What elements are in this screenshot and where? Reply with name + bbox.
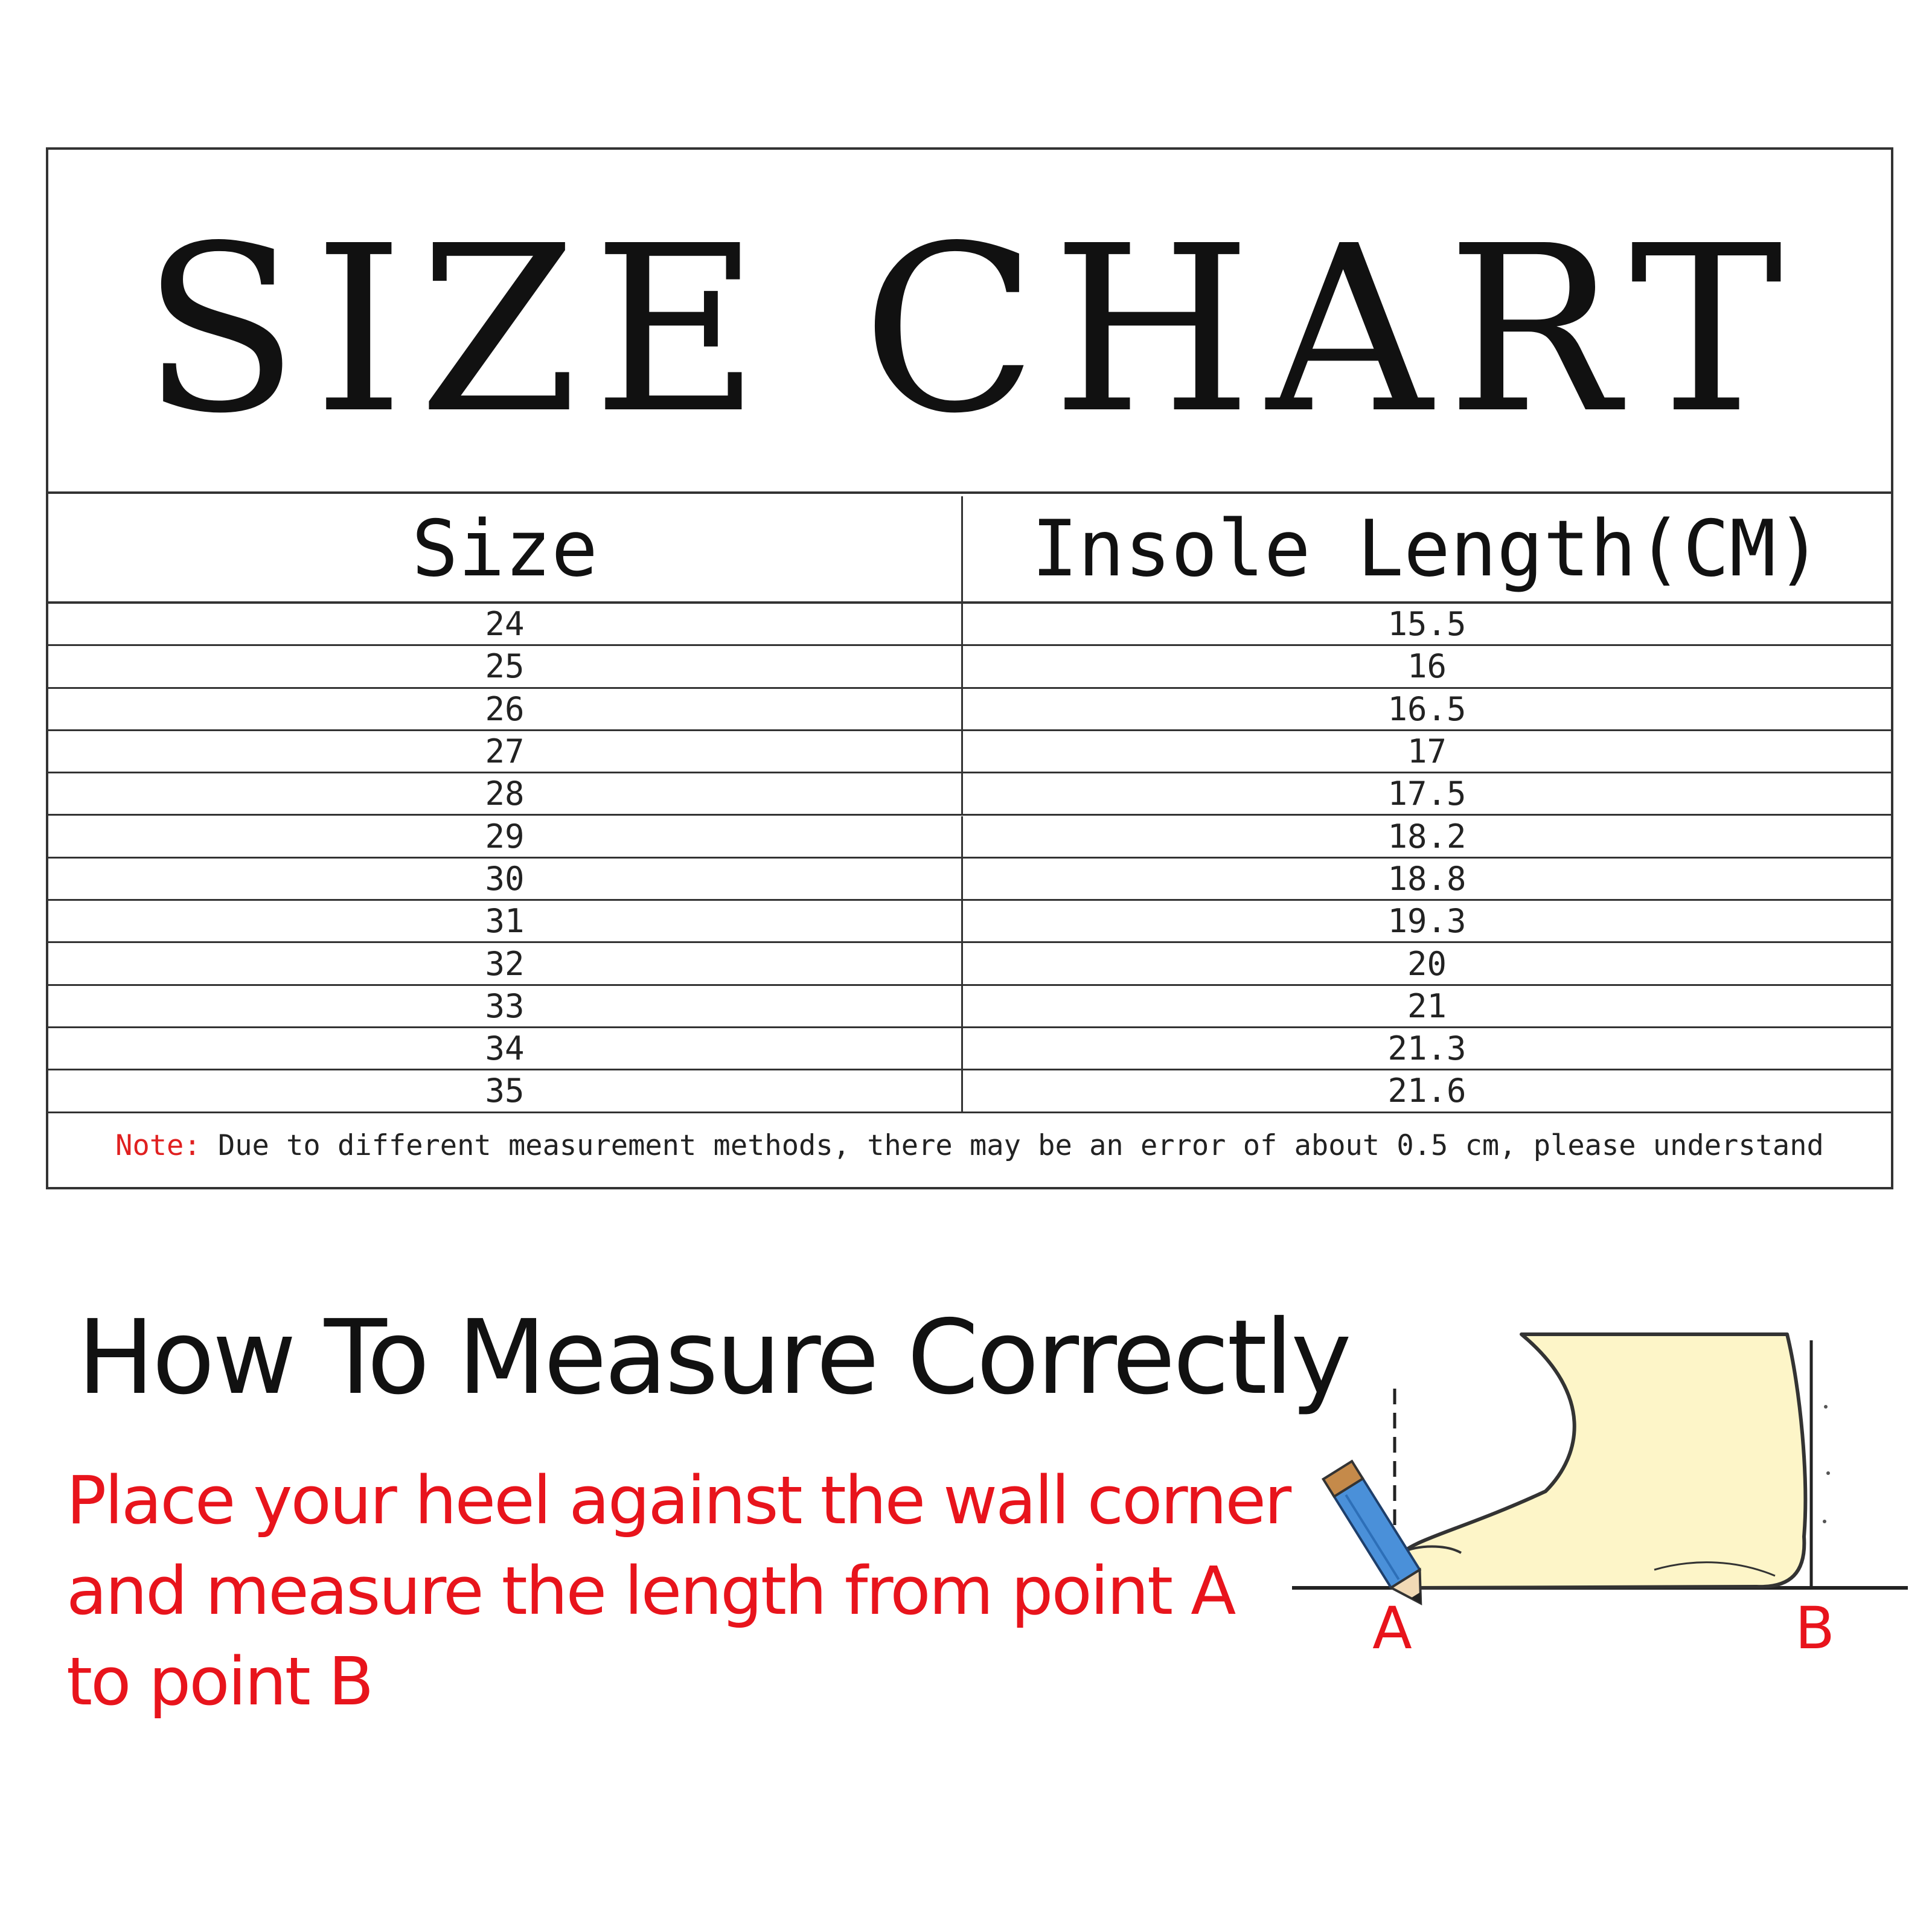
insole-length-cell: 21 <box>1407 987 1447 1025</box>
point-a-label: A <box>1372 1595 1412 1662</box>
insole-length-cell: 17 <box>1407 732 1447 771</box>
column-header-insole-length: Insole Length(CM) <box>1031 504 1823 594</box>
table-row <box>48 943 1891 985</box>
insole-length-cell: 21.3 <box>1387 1029 1467 1068</box>
size-cell: 32 <box>48 943 963 984</box>
size-cell: 33 <box>48 986 963 1026</box>
insole-length-cell: 20 <box>1407 944 1447 983</box>
chart-title: SIZE CHART <box>48 150 1891 494</box>
note-label: Note: <box>115 1128 201 1162</box>
table-row <box>48 773 1891 816</box>
point-b-label: B <box>1795 1595 1835 1662</box>
size-cell: 27 <box>48 731 963 772</box>
size-cell: 26 <box>48 689 963 729</box>
size-cell: 24 <box>48 604 963 644</box>
foot-icon <box>1397 1334 1806 1588</box>
size-cell: 31 <box>48 901 963 941</box>
note-text: Due to different measurement methods, there may be an error of about 0.5 cm, please understand <box>217 1128 1824 1162</box>
foot-measurement-illustration <box>1280 1316 1920 1666</box>
table-row <box>48 646 1891 688</box>
insole-length-cell: 15.5 <box>1387 605 1467 644</box>
table-header-row <box>48 496 1891 604</box>
size-cell: 29 <box>48 816 963 857</box>
size-cell: 35 <box>48 1070 963 1111</box>
insole-length-cell: 17.5 <box>1387 775 1467 813</box>
table-row <box>48 689 1891 731</box>
size-cell: 25 <box>48 646 963 686</box>
size-cell: 30 <box>48 859 963 899</box>
table-row <box>48 816 1891 859</box>
insole-length-cell: 18.8 <box>1387 859 1467 898</box>
insole-length-cell: 16.5 <box>1387 689 1467 728</box>
table-row <box>48 604 1891 646</box>
column-header-size: Size <box>48 496 963 601</box>
insole-length-cell: 21.6 <box>1387 1072 1467 1110</box>
table-row <box>48 1028 1891 1070</box>
wall <box>1811 1340 1830 1588</box>
size-cell: 28 <box>48 773 963 814</box>
insole-length-cell: 16 <box>1407 647 1447 686</box>
how-to-measure-title: How To Measure Correctly <box>77 1298 1349 1418</box>
table-row <box>48 901 1891 943</box>
measurement-note <box>48 1104 1891 1187</box>
table-row <box>48 986 1891 1028</box>
insole-length-cell: 18.2 <box>1387 817 1467 856</box>
table-row <box>48 859 1891 901</box>
table-row <box>48 731 1891 773</box>
insole-length-cell: 19.3 <box>1387 902 1467 941</box>
measure-instructions: Place your heel against the wall corner and measure the length from point A to point B <box>66 1462 1290 1720</box>
size-chart-table <box>46 147 1893 1189</box>
size-cell: 34 <box>48 1028 963 1069</box>
